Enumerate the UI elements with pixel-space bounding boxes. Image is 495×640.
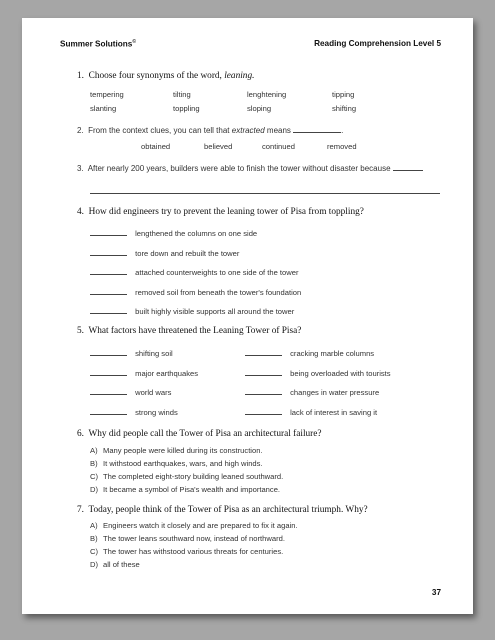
q2-answer-blank[interactable] bbox=[293, 131, 341, 133]
choice-letter: C) bbox=[90, 547, 99, 556]
q5-blank[interactable] bbox=[245, 393, 282, 395]
q4-blank[interactable] bbox=[90, 273, 127, 275]
choice-letter: D) bbox=[90, 485, 99, 494]
choice-text: Many people were killed during its construction. bbox=[103, 446, 263, 455]
q4-item bbox=[90, 288, 301, 297]
q5-text: What factors have threatened the Leaning Tower of Pisa? bbox=[88, 326, 302, 336]
q7-number: 7. bbox=[77, 505, 84, 515]
q1-option[interactable]: lenghtening bbox=[247, 90, 287, 99]
q1-text: Choose four synonyms of the word, bbox=[88, 71, 222, 81]
q6-text: Why did people call the Tower of Pisa an architectural failure? bbox=[88, 429, 322, 439]
q4-item-text: tore down and rebuilt the tower bbox=[135, 249, 240, 258]
q5-item-text: world wars bbox=[135, 388, 172, 397]
q5-blank[interactable] bbox=[245, 354, 282, 356]
q5-item bbox=[245, 349, 374, 358]
q4-blank[interactable] bbox=[90, 293, 127, 295]
choice-letter: D) bbox=[90, 560, 99, 569]
worksheet-page bbox=[22, 18, 473, 614]
choice-text: all of these bbox=[103, 560, 140, 569]
q7-choice[interactable] bbox=[90, 521, 298, 530]
q4-item-text: removed soil from beneath the tower's foundation bbox=[135, 288, 302, 297]
q3-number: 3. bbox=[77, 164, 84, 173]
q2-option[interactable]: believed bbox=[204, 142, 233, 151]
choice-letter: A) bbox=[90, 521, 98, 530]
q6-choice[interactable] bbox=[90, 472, 283, 481]
q7-choice[interactable] bbox=[90, 560, 140, 569]
choice-text: The completed eight-story building leaned southward. bbox=[103, 472, 284, 481]
q3-answer-line[interactable] bbox=[90, 193, 440, 194]
q4-item bbox=[90, 249, 239, 258]
choice-letter: B) bbox=[90, 459, 98, 468]
q1-option[interactable]: shifting bbox=[332, 104, 357, 113]
q5-item-text: major earthquakes bbox=[135, 369, 199, 378]
question-1 bbox=[77, 71, 254, 81]
q6-number: 6. bbox=[77, 429, 84, 439]
header-left bbox=[60, 39, 136, 49]
q6-choice[interactable] bbox=[90, 446, 263, 455]
q4-number: 4. bbox=[77, 207, 84, 217]
q5-item-text: lack of interest in saving it bbox=[290, 408, 378, 417]
q5-number: 5. bbox=[77, 326, 84, 336]
question-7 bbox=[77, 505, 368, 515]
q2-number: 2. bbox=[77, 126, 84, 135]
q2-word: extracted bbox=[231, 126, 265, 135]
q3-answer-blank-inline[interactable] bbox=[393, 169, 423, 171]
q4-item bbox=[90, 268, 299, 277]
q2-option[interactable]: obtained bbox=[141, 142, 171, 151]
choice-text: It withstood earthquakes, wars, and high winds. bbox=[103, 459, 263, 468]
q5-blank[interactable] bbox=[90, 354, 127, 356]
q1-option[interactable]: sloping bbox=[247, 104, 272, 113]
q5-item bbox=[90, 388, 171, 397]
question-2: 2. From the context clues, you can tell that extracted means . bbox=[77, 126, 344, 135]
choice-letter: B) bbox=[90, 534, 98, 543]
q5-item bbox=[245, 369, 391, 378]
q1-number: 1. bbox=[77, 71, 84, 81]
q4-blank[interactable] bbox=[90, 312, 127, 314]
q2-text-b: means bbox=[266, 126, 291, 135]
q4-blank[interactable] bbox=[90, 234, 127, 236]
question-3 bbox=[77, 164, 423, 173]
q1-option[interactable]: tipping bbox=[332, 90, 355, 99]
q5-item bbox=[90, 369, 198, 378]
q5-item-text: shifting soil bbox=[135, 349, 173, 358]
choice-text: The tower leans southward now, instead of northward. bbox=[103, 534, 285, 543]
q6-choice[interactable] bbox=[90, 485, 280, 494]
q5-blank[interactable] bbox=[245, 413, 282, 415]
question-6 bbox=[77, 429, 322, 439]
choice-text: Engineers watch it closely and are prepared to fix it again. bbox=[103, 521, 298, 530]
choice-letter: A) bbox=[90, 446, 98, 455]
question-5 bbox=[77, 326, 301, 336]
q5-item bbox=[245, 388, 379, 397]
q4-blank[interactable] bbox=[90, 254, 127, 256]
q4-item-text: built highly visible supports all around the tower bbox=[135, 307, 295, 316]
q7-text: Today, people think of the Tower of Pisa as an architectural triumph. Why? bbox=[88, 505, 368, 515]
q5-blank[interactable] bbox=[90, 393, 127, 395]
q1-option[interactable]: tilting bbox=[173, 90, 191, 99]
q5-item bbox=[90, 349, 173, 358]
q5-item-text: cracking marble columns bbox=[290, 349, 375, 358]
q5-item-text: strong winds bbox=[135, 408, 178, 417]
q1-option[interactable]: tempering bbox=[90, 90, 124, 99]
q4-text: How did engineers try to prevent the leaning tower of Pisa from toppling? bbox=[88, 207, 364, 217]
book-title: Summer Solutions bbox=[60, 39, 133, 49]
q4-item bbox=[90, 229, 257, 238]
choice-text: The tower has withstood various threats for centuries. bbox=[103, 547, 284, 556]
q2-text-a: From the context clues, you can tell that bbox=[88, 126, 230, 135]
q7-choice[interactable] bbox=[90, 534, 285, 543]
q4-item-text: attached counterweights to one side of the tower bbox=[135, 268, 299, 277]
q2-option[interactable]: removed bbox=[327, 142, 357, 151]
page-number: 37 bbox=[431, 588, 441, 597]
q5-blank[interactable] bbox=[90, 374, 127, 376]
q1-word: leaning. bbox=[224, 71, 255, 81]
choice-letter: C) bbox=[90, 472, 99, 481]
q7-choice[interactable] bbox=[90, 547, 283, 556]
question-4 bbox=[77, 207, 364, 217]
q4-item-text: lengthened the columns on one side bbox=[135, 229, 258, 238]
q5-item bbox=[90, 408, 178, 417]
q5-blank[interactable] bbox=[245, 374, 282, 376]
q3-text: After nearly 200 years, builders were able to finish the tower without disaster because bbox=[87, 164, 391, 173]
q4-item bbox=[90, 307, 294, 316]
trademark-mark: © bbox=[132, 39, 137, 45]
q5-item bbox=[245, 408, 377, 417]
q1-option[interactable]: slanting bbox=[90, 104, 117, 113]
q1-option[interactable]: toppling bbox=[173, 104, 200, 113]
header-right: Reading Comprehension Level 5 bbox=[314, 39, 441, 48]
choice-text: It became a symbol of Pisa's wealth and importance. bbox=[103, 485, 281, 494]
q5-item-text: being overloaded with tourists bbox=[290, 369, 391, 378]
q5-blank[interactable] bbox=[90, 413, 127, 415]
q6-choice[interactable] bbox=[90, 459, 263, 468]
q5-item-text: changes in water pressure bbox=[290, 388, 380, 397]
q2-option[interactable]: continued bbox=[262, 142, 295, 151]
